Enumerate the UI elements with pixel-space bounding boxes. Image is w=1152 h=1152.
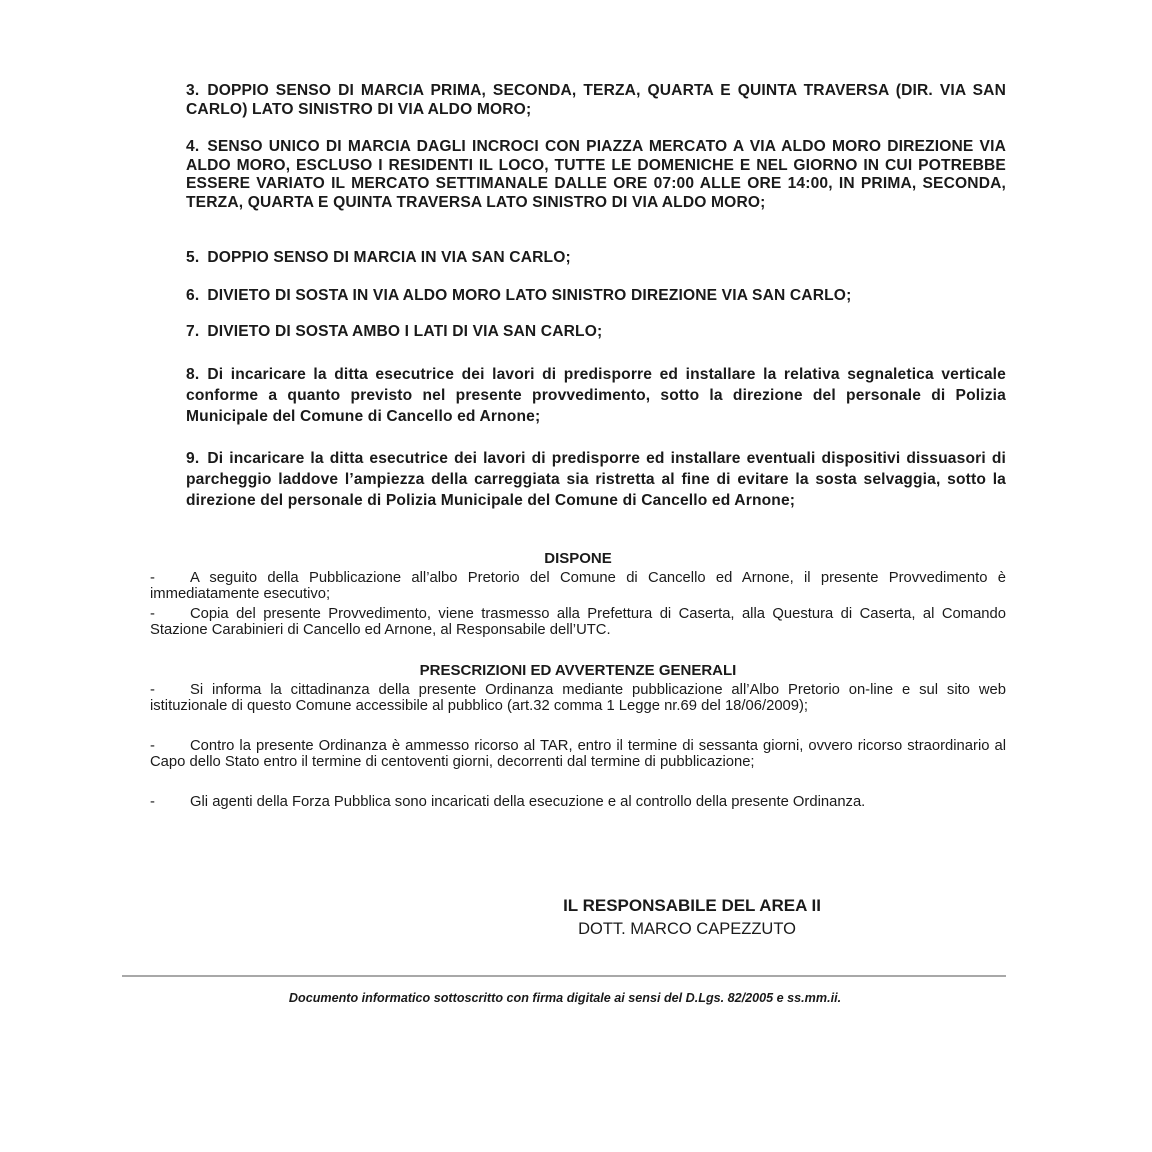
item-text: Di incaricare la ditta esecutrice dei lavori di predisporre ed installare eventuali dispositivi dissuasori di parcheggio laddove l’ampiezza della carreggiata sia ristretta al fine di evitare la sosta selvaggia, sotto la direzione del personale di Polizia Municipale del Comune di Cancello ed Arnone; [186,450,1006,509]
prescrizioni-paragraph [150,738,1006,771]
prescrizioni-paragraph [150,794,1006,810]
item-text: DOPPIO SENSO DI MARCIA PRIMA, SECONDA, TERZA, QUARTA E QUINTA TRAVERSA (DIR. VIA SAN CARLO) LATO SINISTRO DI VIA ALDO MORO; [186,82,1006,118]
ordinance-item-4 [186,138,1006,212]
item-number: 6. [186,287,200,304]
item-number: 7. [186,323,200,340]
dispone-heading: DISPONE [544,550,612,567]
ordinance-item-8 [186,364,1006,427]
bullet-dash: - [150,738,155,754]
item-number: 5. [186,249,200,266]
item-number: 9. [186,450,200,467]
signatory-title: IL RESPONSABILE DEL AREA II [563,896,821,915]
paragraph-text: A seguito della Pubblicazione all’albo Pretorio del Comune di Cancello ed Arnone, il presente Provvedimento è immediatamente esecutivo; [150,570,1006,603]
ordinance-item-6 [186,287,1006,306]
ordinance-item-5 [186,249,1006,268]
item-text: DOPPIO SENSO DI MARCIA IN VIA SAN CARLO; [207,249,571,266]
ordinance-item-7 [186,323,1006,342]
paragraph-text: Si informa la cittadinanza della presente Ordinanza mediante pubblicazione all’Albo Pretorio on-line e sul sito web istituzionale di questo Comune accessibile al pubblico (art.32 comma 1 Legge nr.69 del 18/06/2009); [150,682,1006,715]
paragraph-text: Contro la presente Ordinanza è ammesso ricorso al TAR, entro il termine di sessanta giorni, ovvero ricorso straordinario al Capo dello Stato entro il termine di centoventi giorni, decorrenti dal termine di pubblicazione; [150,738,1006,771]
prescrizioni-paragraph [150,682,1006,715]
bullet-dash: - [150,682,155,698]
footer-divider [122,975,1006,977]
item-text: Di incaricare la ditta esecutrice dei lavori di predisporre ed installare la relativa segnaletica verticale conforme a quanto previsto nel presente provvedimento, sotto la direzione del personale di Polizia Municipale del Comune di Cancello ed Arnone; [186,366,1006,425]
item-text: DIVIETO DI SOSTA IN VIA ALDO MORO LATO SINISTRO DIREZIONE VIA SAN CARLO; [207,287,852,304]
dispone-paragraph [150,606,1006,639]
bullet-dash: - [150,794,155,810]
bullet-dash: - [150,606,155,622]
signatory-name: DOTT. MARCO CAPEZZUTO [578,920,796,938]
item-text: DIVIETO DI SOSTA AMBO I LATI DI VIA SAN CARLO; [207,323,603,340]
paragraph-text: Copia del presente Provvedimento, viene trasmesso alla Prefettura di Caserta, alla Questura di Caserta, al Comando Stazione Carabinieri di Cancello ed Arnone, al Responsabile dell’UTC. [150,606,1006,639]
dispone-paragraph [150,570,1006,603]
item-number: 8. [186,366,200,383]
ordinance-item-9 [186,448,1006,511]
ordinance-item-3 [186,82,1006,119]
item-text: SENSO UNICO DI MARCIA DAGLI INCROCI CON PIAZZA MERCATO A VIA ALDO MORO DIREZIONE VIA ALDO MORO, ESCLUSO I RESIDENTI IL LOCO, TUTTE LE DOMENICHE E NEL GIORNO IN CUI POTREBBE ESSERE VARIATO IL MERCATO SETTIMANALE DALLE ORE 07:00 ALLE ORE 14:00, IN PRIMA, SECONDA, TERZA, QUARTA E QUINTA TRAVERSA LATO SINISTRO DI VIA ALDO MORO; [186,138,1006,211]
bullet-dash: - [150,570,155,586]
item-number: 4. [186,138,200,155]
paragraph-text: Gli agenti della Forza Pubblica sono incaricati della esecuzione e al controllo della presente Ordinanza. [190,794,866,810]
prescrizioni-heading: PRESCRIZIONI ED AVVERTENZE GENERALI [419,662,737,679]
digital-signature-note: Documento informatico sottoscritto con firma digitale ai sensi del D.Lgs. 82/2005 e ss.mm.ii. [288,991,842,1005]
item-number: 3. [186,82,200,99]
